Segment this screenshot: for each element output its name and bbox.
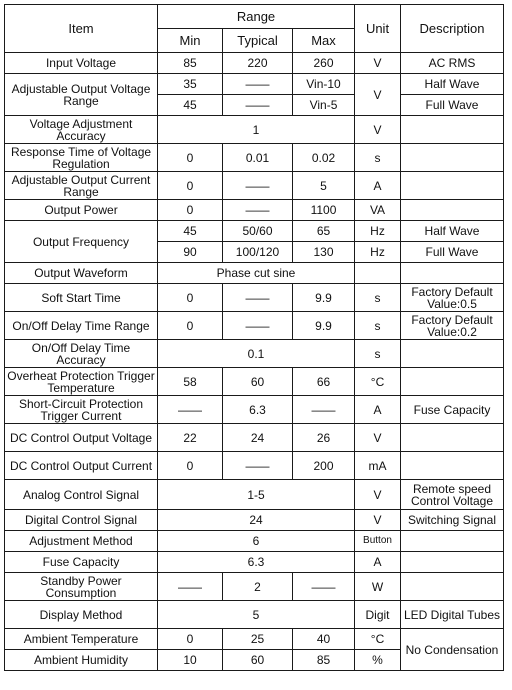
cell-value: 0.1 xyxy=(158,340,355,368)
table-row xyxy=(5,200,504,221)
cell-min: 85 xyxy=(158,53,223,74)
cell-max: 260 xyxy=(293,53,355,74)
cell-description xyxy=(401,263,504,284)
header-description: Description xyxy=(401,5,504,53)
cell-unit: s xyxy=(355,340,401,368)
table-row xyxy=(5,172,504,200)
table-row xyxy=(5,601,504,629)
cell-unit: Hz xyxy=(355,242,401,263)
cell-unit: s xyxy=(355,284,401,312)
cell-unit: V xyxy=(355,116,401,144)
cell-unit: s xyxy=(355,312,401,340)
cell-typical: 220 xyxy=(223,53,293,74)
cell-min: 58 xyxy=(158,368,223,396)
cell-unit: °C xyxy=(355,368,401,396)
cell-unit xyxy=(355,263,401,284)
cell-min: 0 xyxy=(158,312,223,340)
cell-description xyxy=(401,531,504,552)
cell-typical: 100/120 xyxy=(223,242,293,263)
cell-max: 9.9 xyxy=(293,284,355,312)
cell-max: 40 xyxy=(293,629,355,650)
row-label: DC Control Output Voltage xyxy=(5,424,158,452)
cell-min: 0 xyxy=(158,452,223,480)
cell-description: LED Digital Tubes xyxy=(401,601,504,629)
cell-typical: —— xyxy=(223,172,293,200)
cell-max: 200 xyxy=(293,452,355,480)
row-label: Short-Circuit Protection Trigger Current xyxy=(5,396,158,424)
cell-unit: A xyxy=(355,172,401,200)
row-label: Adjustable Output Current Range xyxy=(5,172,158,200)
cell-value: 6 xyxy=(158,531,355,552)
cell-description: Half Wave xyxy=(401,221,504,242)
table-row xyxy=(5,340,504,368)
row-label: Overheat Protection Trigger Temperature xyxy=(5,368,158,396)
cell-value: Phase cut sine xyxy=(158,263,355,284)
cell-min: 0 xyxy=(158,144,223,172)
cell-max: —— xyxy=(293,396,355,424)
table-row xyxy=(5,480,504,510)
cell-unit: Digit xyxy=(355,601,401,629)
cell-min: 0 xyxy=(158,200,223,221)
cell-min: 35 xyxy=(158,74,223,95)
cell-description xyxy=(401,552,504,573)
cell-max: 9.9 xyxy=(293,312,355,340)
row-label: Analog Control Signal xyxy=(5,480,158,510)
cell-unit: V xyxy=(355,510,401,531)
cell-unit: s xyxy=(355,144,401,172)
header-range: Range xyxy=(158,5,355,29)
cell-min: 45 xyxy=(158,221,223,242)
cell-typical: 0.01 xyxy=(223,144,293,172)
row-label: On/Off Delay Time Accuracy xyxy=(5,340,158,368)
cell-description: Half Wave xyxy=(401,74,504,95)
row-label: Digital Control Signal xyxy=(5,510,158,531)
header-max: Max xyxy=(293,29,355,53)
cell-typical: 24 xyxy=(223,424,293,452)
row-label: Fuse Capacity xyxy=(5,552,158,573)
cell-unit: Button xyxy=(355,531,401,552)
cell-min: —— xyxy=(158,396,223,424)
cell-typical: —— xyxy=(223,95,293,116)
cell-description xyxy=(401,424,504,452)
table-row xyxy=(5,573,504,601)
cell-max: 1100 xyxy=(293,200,355,221)
cell-description: AC RMS xyxy=(401,53,504,74)
specification-table xyxy=(4,4,504,671)
cell-min: 45 xyxy=(158,95,223,116)
cell-description: Full Wave xyxy=(401,242,504,263)
table-row xyxy=(5,629,504,650)
cell-value: 5 xyxy=(158,601,355,629)
cell-description: Switching Signal xyxy=(401,510,504,531)
cell-description xyxy=(401,200,504,221)
cell-value: 24 xyxy=(158,510,355,531)
cell-unit: W xyxy=(355,573,401,601)
cell-max: 5 xyxy=(293,172,355,200)
cell-unit: °C xyxy=(355,629,401,650)
header-typical: Typical xyxy=(223,29,293,53)
row-label: Adjustment Method xyxy=(5,531,158,552)
header-unit: Unit xyxy=(355,5,401,53)
table-row xyxy=(5,116,504,144)
cell-description: No Condensation xyxy=(401,629,504,671)
cell-max: Vin-10 xyxy=(293,74,355,95)
cell-min: —— xyxy=(158,573,223,601)
row-label: Adjustable Output Voltage Range xyxy=(5,74,158,116)
cell-typical: —— xyxy=(223,284,293,312)
table-row xyxy=(5,452,504,480)
cell-min: 0 xyxy=(158,629,223,650)
row-label: Ambient Temperature xyxy=(5,629,158,650)
cell-min: 90 xyxy=(158,242,223,263)
table-row xyxy=(5,424,504,452)
table-row xyxy=(5,531,504,552)
table-row xyxy=(5,144,504,172)
cell-max: 85 xyxy=(293,650,355,671)
table-row xyxy=(5,510,504,531)
cell-min: 22 xyxy=(158,424,223,452)
cell-description: Factory Default Value:0.5 xyxy=(401,284,504,312)
cell-min: 0 xyxy=(158,172,223,200)
row-label: Input Voltage xyxy=(5,53,158,74)
cell-typical: 50/60 xyxy=(223,221,293,242)
row-label: Standby Power Consumption xyxy=(5,573,158,601)
cell-max: —— xyxy=(293,573,355,601)
row-label: Output Waveform xyxy=(5,263,158,284)
table-row xyxy=(5,284,504,312)
cell-description xyxy=(401,368,504,396)
cell-value: 6.3 xyxy=(158,552,355,573)
cell-max: 66 xyxy=(293,368,355,396)
row-label: Output Power xyxy=(5,200,158,221)
cell-max: 130 xyxy=(293,242,355,263)
cell-max: 26 xyxy=(293,424,355,452)
cell-unit: V xyxy=(355,424,401,452)
cell-min: 0 xyxy=(158,284,223,312)
cell-typical: —— xyxy=(223,74,293,95)
row-label: DC Control Output Current xyxy=(5,452,158,480)
cell-typical: 60 xyxy=(223,650,293,671)
table-row xyxy=(5,263,504,284)
cell-description: Factory Default Value:0.2 xyxy=(401,312,504,340)
header-min: Min xyxy=(158,29,223,53)
cell-unit: V xyxy=(355,480,401,510)
table-row xyxy=(5,53,504,74)
cell-value: 1 xyxy=(158,116,355,144)
cell-unit: mA xyxy=(355,452,401,480)
cell-unit: A xyxy=(355,552,401,573)
cell-unit: V xyxy=(355,74,401,116)
row-label: On/Off Delay Time Range xyxy=(5,312,158,340)
spec-table-container xyxy=(4,4,504,671)
cell-typical: 60 xyxy=(223,368,293,396)
row-label: Response Time of Voltage Regulation xyxy=(5,144,158,172)
cell-max: Vin-5 xyxy=(293,95,355,116)
cell-typical: 6.3 xyxy=(223,396,293,424)
table-row xyxy=(5,312,504,340)
cell-min: 10 xyxy=(158,650,223,671)
cell-max: 65 xyxy=(293,221,355,242)
cell-description xyxy=(401,144,504,172)
cell-unit: A xyxy=(355,396,401,424)
cell-unit: VA xyxy=(355,200,401,221)
row-label: Display Method xyxy=(5,601,158,629)
cell-typical: —— xyxy=(223,452,293,480)
cell-description xyxy=(401,340,504,368)
header-item: Item xyxy=(5,5,158,53)
table-row xyxy=(5,396,504,424)
table-row xyxy=(5,74,504,95)
cell-typical: 25 xyxy=(223,629,293,650)
table-row xyxy=(5,368,504,396)
row-label: Voltage Adjustment Accuracy xyxy=(5,116,158,144)
cell-unit: % xyxy=(355,650,401,671)
cell-typical: —— xyxy=(223,200,293,221)
cell-value: 1-5 xyxy=(158,480,355,510)
cell-description: Fuse Capacity xyxy=(401,396,504,424)
row-label: Ambient Humidity xyxy=(5,650,158,671)
cell-description: Remote speed Control Voltage xyxy=(401,480,504,510)
cell-description xyxy=(401,116,504,144)
cell-max: 0.02 xyxy=(293,144,355,172)
cell-description xyxy=(401,452,504,480)
cell-unit: V xyxy=(355,53,401,74)
cell-typical: —— xyxy=(223,312,293,340)
cell-typical: 2 xyxy=(223,573,293,601)
row-label: Soft Start Time xyxy=(5,284,158,312)
row-label: Output Frequency xyxy=(5,221,158,263)
cell-description: Full Wave xyxy=(401,95,504,116)
cell-description xyxy=(401,172,504,200)
table-row xyxy=(5,221,504,242)
cell-description xyxy=(401,573,504,601)
cell-unit: Hz xyxy=(355,221,401,242)
table-row xyxy=(5,552,504,573)
